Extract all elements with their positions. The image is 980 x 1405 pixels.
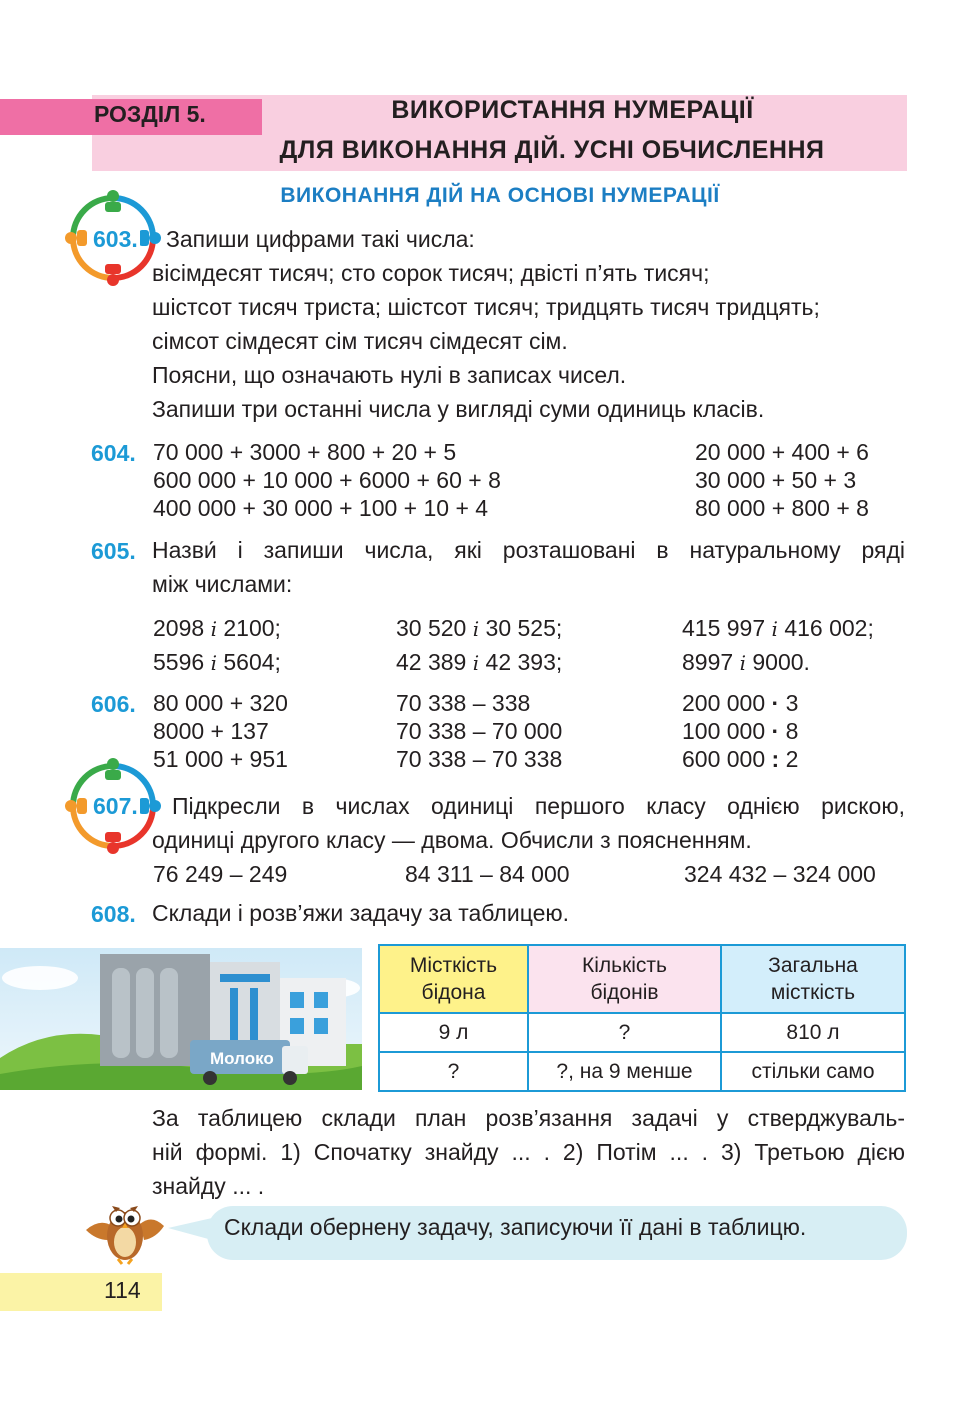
exercise-603-line: шістсот тисяч триста; шістсот тисяч; тридцять тисяч тридцять;	[152, 294, 820, 320]
pair-end: 2100;	[223, 615, 281, 641]
expression: 70 000 + 3000 + 800 + 20 + 5	[153, 439, 457, 465]
pair-start: 2098	[153, 615, 205, 641]
operand: 2	[785, 746, 799, 772]
pair-end: 30 525;	[485, 615, 563, 641]
pair-end: 5604;	[223, 649, 281, 675]
table-cell: стільки само	[721, 1052, 905, 1091]
expression: 51 000 + 951	[153, 746, 288, 772]
table-cell: 810 л	[721, 1013, 905, 1052]
expression: 80 000 + 800 + 8	[695, 495, 869, 521]
table-header-cell	[721, 945, 905, 1013]
exercise-607-line2: одиниці другого класу — двома. Обчисли з поясненням.	[152, 827, 752, 853]
topic-subtitle: ВИКОНАННЯ ДІЙ НА ОСНОВІ НУМЕРАЦІЇ	[280, 184, 720, 207]
exercise-604-col1	[153, 438, 501, 522]
truck-label: Молоко	[210, 1049, 274, 1068]
expression: 70 338 – 70 338	[396, 746, 563, 772]
operand: 3	[785, 690, 799, 716]
number-pair	[153, 645, 281, 680]
chapter-title-line1: ВИКОРИСТАННЯ НУМЕРАЦІЇ	[391, 96, 754, 124]
exercise-606-col3	[682, 689, 798, 773]
speech-bubble-text: Склади обернену задачу, записуючи її дані в таблицю.	[224, 1214, 807, 1240]
conjunction: і	[210, 617, 217, 641]
header-text: Кількість	[581, 954, 667, 977]
table-cell: 9 л	[379, 1013, 528, 1052]
pair-start: 30 520	[396, 615, 467, 641]
pair-end: 42 393;	[485, 649, 563, 675]
exercise-603-text	[152, 222, 820, 426]
operator: :	[771, 746, 780, 772]
pair-start: 8997	[682, 649, 734, 675]
header-text: бідона	[421, 981, 486, 1004]
conjunction: і	[739, 651, 746, 675]
exercise-608-text: Склади і розв’яжи задачу за таблицею.	[152, 900, 570, 926]
expression: 8000 + 137	[153, 718, 269, 744]
exercise-number-608: 608.	[91, 901, 136, 927]
operand: 200 000	[682, 690, 766, 716]
operator: ·	[771, 718, 780, 744]
number-pair	[396, 611, 562, 646]
expression: 600 000 + 10 000 + 6000 + 60 + 8	[153, 467, 501, 493]
conjunction: і	[472, 651, 480, 675]
speech-bubble-tail	[168, 1214, 212, 1244]
task-table	[378, 944, 906, 1092]
header-text: Місткість	[409, 954, 498, 977]
table-cell: ?, на 9 менше	[528, 1052, 721, 1091]
exercise-603-line: Запиши три останні числа у вигляді суми одиниць класів.	[152, 396, 765, 422]
exercise-606-col2	[396, 689, 562, 773]
owl-icon	[82, 1196, 168, 1266]
pair-end: 416 002;	[784, 615, 874, 641]
exercise-604-col2	[695, 438, 869, 522]
number-pair	[682, 611, 874, 646]
operand: 600 000	[682, 746, 766, 772]
table-row	[379, 1052, 905, 1091]
header-text: Загальна	[768, 954, 858, 977]
operator: ·	[771, 690, 780, 716]
header-text: місткість	[770, 981, 856, 1004]
exercise-606-col1	[153, 689, 288, 773]
page-number: 114	[104, 1277, 141, 1303]
table-header-cell	[528, 945, 721, 1013]
exercise-603-line: Запиши цифрами такі числа:	[166, 226, 475, 252]
expression: 30 000 + 50 + 3	[695, 467, 857, 493]
dairy-factory-illustration	[0, 948, 362, 1090]
expression	[682, 717, 798, 745]
operand: 100 000	[682, 718, 766, 744]
conjunction: і	[771, 617, 778, 641]
exercise-605-line1: Назви́ і запиши числа, які розташовані в натуральному ряді	[152, 537, 905, 563]
pair-start: 415 997	[682, 615, 766, 641]
number-pair	[396, 645, 562, 680]
expression: 324 432 – 324 000	[684, 861, 876, 887]
plan-line: знайду ... .	[152, 1173, 265, 1199]
exercise-number-604: 604.	[91, 440, 136, 466]
exercise-603-line: сімсот сімдесят сім тисяч сімдесят сім.	[152, 328, 568, 354]
table-header-cell	[379, 945, 528, 1013]
exercise-607-line1: Підкресли в числах одиниці першого класу однією рискою,	[172, 793, 905, 819]
expression: 400 000 + 30 000 + 100 + 10 + 4	[153, 495, 489, 521]
number-pair	[153, 611, 281, 646]
expression: 70 338 – 338	[396, 690, 531, 716]
exercise-number-603: 603.	[93, 226, 138, 252]
number-pair	[682, 645, 810, 680]
table-header-row	[379, 945, 905, 1013]
expression: 70 338 – 70 000	[396, 718, 563, 744]
table-cell: ?	[379, 1052, 528, 1091]
table-cell: ?	[528, 1013, 721, 1052]
operand: 8	[785, 718, 799, 744]
expression	[682, 745, 798, 773]
table-row	[379, 1013, 905, 1052]
header-text: бідонів	[590, 981, 659, 1004]
plan-line: ній формі. 1) Спочатку знайду ... . 2) Потім ... . 3) Третьою дією	[152, 1139, 905, 1165]
exercise-number-607: 607.	[93, 793, 138, 819]
chapter-label: РОЗДІЛ 5.	[94, 101, 206, 127]
exercise-603-line: вісімдесят тисяч; сто сорок тисяч; двісті п’ять тисяч;	[152, 260, 710, 286]
expression	[682, 689, 798, 717]
exercise-number-605: 605.	[91, 538, 136, 564]
chapter-title-line2: ДЛЯ ВИКОНАННЯ ДІЙ. УСНІ ОБЧИСЛЕННЯ	[279, 136, 825, 164]
pair-start: 42 389	[396, 649, 467, 675]
exercise-number-606: 606.	[91, 691, 136, 717]
pair-start: 5596	[153, 649, 205, 675]
expression: 20 000 + 400 + 6	[695, 439, 869, 465]
exercise-603-line: Поясни, що означають нулі в записах чисел.	[152, 362, 627, 388]
exercise-605-line2: між числами:	[152, 571, 293, 597]
pair-end: 9000.	[752, 649, 810, 675]
plan-line: За таблицею склади план розв’язання задачі у стверджуваль-	[152, 1105, 905, 1131]
expression: 80 000 + 320	[153, 690, 288, 716]
expression: 84 311 – 84 000	[405, 861, 570, 887]
expression: 76 249 – 249	[153, 861, 288, 887]
conjunction: і	[210, 651, 217, 675]
conjunction: і	[472, 617, 480, 641]
